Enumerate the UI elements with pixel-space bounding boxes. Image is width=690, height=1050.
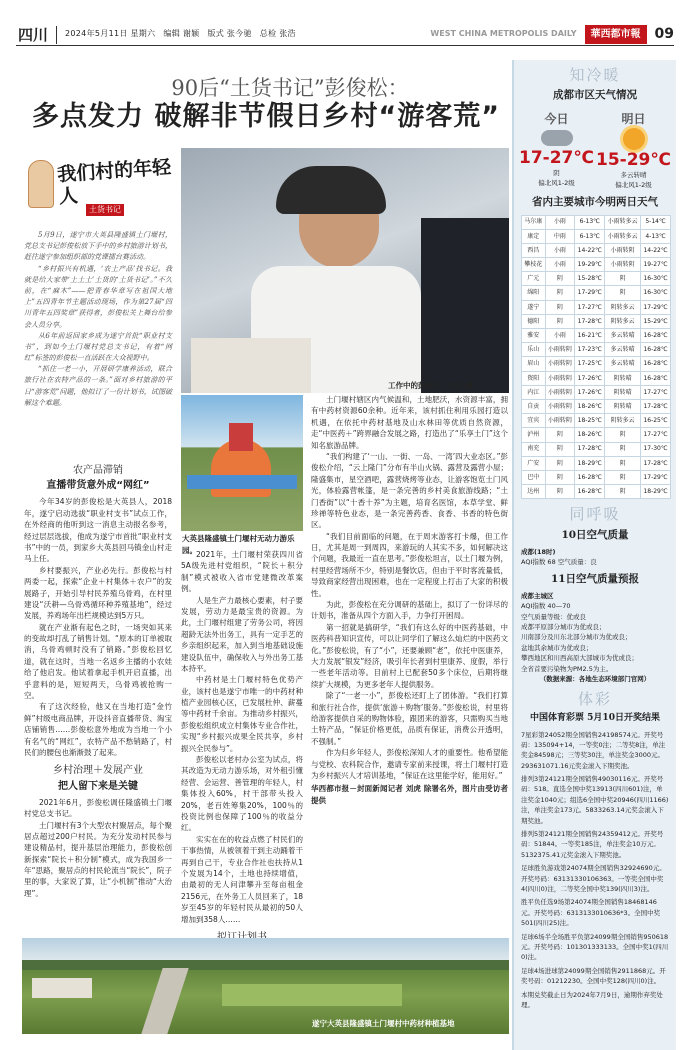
city-weather-cell-w1: 阴 — [545, 286, 575, 300]
body-column-3 — [311, 394, 508, 806]
city-weather-cell-w1: 小雨转阴 — [545, 399, 575, 413]
lead-paragraph: “乡村振兴有机遇，‘农土产品’找书记。我就是给大家带‘土土土’土货的‘土货书记’。”不久前，在“麻木”——把青春华章写在祖国大地上”五四青年节主题活动现场，作为第27届“四川青年五四奖章”获得者，彭俊松关上舞台给参会人员分享。 — [24, 264, 172, 329]
city-weather-table — [521, 215, 671, 500]
lottery-result: 足球4场进球第24099期全国销售2911868元。开奖号码：01212230。全国中奖128(四川0)注。 — [521, 966, 666, 986]
city-weather-cell-t2: 18-29℃ — [641, 485, 671, 499]
tomorrow-label: 明日 — [621, 111, 646, 126]
forecast-lines — [521, 622, 669, 674]
city-weather-cell-w2: 阴 — [605, 442, 641, 456]
section-name: 四川 — [16, 26, 57, 44]
city-weather-row — [522, 414, 671, 428]
city-weather-cell-w1: 小雨转阴 — [545, 414, 575, 428]
city-weather-cell-w1: 小雨 — [545, 329, 575, 343]
city-weather-cell-city: 内江 — [522, 385, 546, 399]
city-weather-cell-t1: 16-28℃ — [575, 470, 605, 484]
body-column-2 — [181, 549, 303, 978]
tomorrow-wind: 偏北风1-2级 — [615, 181, 652, 190]
city-weather-cell-t2: 5-14℃ — [641, 215, 671, 229]
lottery-title: 中国体育彩票 5月10日开奖结果 — [530, 712, 660, 723]
body-paragraph: 中药材是土门堰村特色优势产业，该村也是遂宁市唯一的中药材种植产业园核心区，已发展杜仲、薪蔓等中药材千余亩。为推动乡村振兴，彭俊松组织成立村集体专业合作社，实现“乡村振兴成果全民共享，乡村振兴全民参与”。 — [181, 675, 303, 753]
city-weather-row — [522, 399, 671, 413]
city-weather-cell-t1: 19-29℃ — [575, 258, 605, 272]
city-weather-cell-t1: 16-28℃ — [575, 485, 605, 499]
city-weather-cell-city: 康定 — [522, 229, 546, 243]
city-weather-cell-t2: 17-28℃ — [641, 399, 671, 413]
lottery-results — [514, 730, 676, 1011]
forecast-line: 全省首要污染物为PM2.5为主。 — [521, 664, 613, 673]
city-weather-cell-w2: 阴 — [605, 470, 641, 484]
main-area-aqi: AQI指数 40—70 — [521, 602, 571, 611]
city-weather-cell-w2: 小雨转阴 — [605, 258, 641, 272]
city-weather-cell-w1: 阴 — [545, 470, 575, 484]
city-weather-cell-w2: 阴 — [605, 272, 641, 286]
city-weather-cell-w2: 多云转晴 — [605, 329, 641, 343]
city-weather-cell-city: 宜宾 — [522, 414, 546, 428]
city-weather-row — [522, 470, 671, 484]
city-weather-cell-city: 雅安 — [522, 329, 546, 343]
subhead-2-line-2: 把人留下来是关键 — [58, 780, 138, 792]
subhead-1 — [24, 463, 172, 493]
lottery-section-head: 体彩 — [577, 690, 612, 709]
city-weather-cell-w1: 中雨 — [545, 229, 575, 243]
city-weather-cell-t1: 17-29℃ — [575, 286, 605, 300]
city-weather-cell-w2: 阴 — [605, 286, 641, 300]
city-weather-cell-w1: 小雨 — [545, 215, 575, 229]
weather-forecast — [518, 110, 672, 191]
main-area-quality: 空气质量等级：优或良 — [521, 612, 586, 621]
lottery-result: 胜平负任选9场第24074期全国销售18468146元。开奖号码：6313133010636*3。全国中奖501(四川25)注。 — [521, 898, 661, 928]
city-weather-cell-t1: 17-23℃ — [575, 343, 605, 357]
lead-paragraph: 5月9日，遂宁市大英县隆盛镇土门堰村，党总支书记彭俊松放下手中的乡村旅游计划书，赶往遂宁参加组织部的党课擂台赛活动。 — [24, 231, 172, 262]
city-weather-cell-t1: 18-26℃ — [575, 428, 605, 442]
body-paragraph: 为此，彭俊松在充分调研的基础上，拟订了一份详尽的计划书，准备从四个方面入手，力争打开困局。 — [311, 600, 508, 621]
city-weather-cell-t2: 16-28℃ — [641, 357, 671, 371]
city-weather-cell-city: 马尔康 — [522, 215, 546, 229]
city-weather-cell-w2: 多云转晴 — [605, 357, 641, 371]
forecast-line: 川南部分及川东北部分城市为优或良； — [521, 633, 632, 642]
city-weather-cell-city: 遂宁 — [522, 300, 546, 314]
city-weather-cell-w1: 阴 — [545, 428, 575, 442]
article-headline: 多点发力 破解非节假日乡村“游客荒” — [32, 101, 500, 132]
city-weather-row — [522, 485, 671, 499]
city-weather-cell-w1: 阴 — [545, 485, 575, 499]
city-weather-cell-t2: 16-28℃ — [641, 343, 671, 357]
body-paragraph: 除了“一老一小”，彭俊松还盯上了团体游。“我们打算和旅行社合作，提供‘旅游＋购物’服务。”彭俊松说，村里将给游客提供自采的购物体验，跟团来的游客，只需购买当地土特产品，“保证价格更低，品质有保证，消费公开透明，不强制。” — [311, 691, 508, 746]
forecast-source: （数据来源：各地生态环境部门官网） — [539, 674, 651, 683]
forecast-line: 成都平原部分城市为优或良； — [521, 622, 606, 631]
city-weather-row — [522, 300, 671, 314]
city-weather-cell-w1: 阴 — [545, 456, 575, 470]
city-weather-cell-t1: 17-26℃ — [575, 371, 605, 385]
city-weather-cell-t1: 16-21℃ — [575, 329, 605, 343]
city-weather-cell-w1: 小雨 — [545, 258, 575, 272]
city-weather-cell-t2: 17-27℃ — [641, 428, 671, 442]
subhead-1-line-2: 直播带货意外成“网红” — [46, 480, 150, 492]
city-weather-cell-city: 达州 — [522, 485, 546, 499]
column-logo — [24, 152, 174, 224]
city-weather-cell-t1: 18-26℃ — [575, 399, 605, 413]
checker-credit: 总检 张浩 — [259, 29, 296, 39]
city-weather-cell-t1: 18-25℃ — [575, 414, 605, 428]
city-weather-cell-t1: 17-25℃ — [575, 357, 605, 371]
city-weather-cell-w1: 阴 — [545, 300, 575, 314]
city-weather-cell-t2: 17-29℃ — [641, 470, 671, 484]
city-weather-row — [522, 286, 671, 300]
body-paragraph: “我们目前面临的问题，在于周末游客打卡爆，但工作日，尤其是周一到周四，来游玩的人其实不多，如何解决这个问题，我最近一直在思考。”彭俊松坦言，以土门堰为例，村里经营场所不少，特别是餐饮店，但由于平时客流量低，导致商家经营出现困难，也在一定程度上打击了大家的积极性。 — [311, 531, 508, 598]
city-weather-row — [522, 357, 671, 371]
city-weather-cell-w2: 多云转晴 — [605, 343, 641, 357]
body-paragraph: 第一招就是搞研学，“我们有这么好的中医药基础，中医药科普知识宣传，可以让同学们了解这么灿烂的中医药文化。”彭俊松说，有了“小”，还要兼顾“老”，依托中医康养，大力发展“银发”经济，吸引年长者到村里康养、度假，举行一些老年活动等。目前村上已配套50多个床位，后期将继续扩大规模，为更多老年人提供服务。 — [311, 622, 508, 689]
city-weather-cell-w2: 小雨转多云 — [605, 229, 641, 243]
city-weather-cell-w2: 阴转多云 — [605, 300, 641, 314]
city-weather-cell-t1: 15-28℃ — [575, 272, 605, 286]
city-weather-cell-t1: 14-22℃ — [575, 243, 605, 257]
city-weather-row — [522, 314, 671, 328]
paper-logo: 華西都市報 — [585, 25, 647, 45]
column-tag: 土货书记 — [86, 204, 124, 216]
air-section-head: 同呼吸 — [569, 505, 621, 524]
column-logo-text: 我们村的年轻人 — [56, 156, 172, 208]
tomorrow-temp: 15-29℃ — [596, 150, 671, 171]
today-desc: 阴 — [553, 169, 560, 178]
city-weather-cell-t2: 16-30℃ — [641, 272, 671, 286]
today-wind: 偏北风1-2级 — [538, 179, 575, 188]
body-paragraph: 2021年，土门堰村荣获四川省5A级先进村党组织，“院长＋积分制”模式被收入省市党建微改革案例。 — [181, 550, 303, 594]
page-header — [16, 24, 674, 46]
body-paragraph: 实实在在的收益点燃了村民们的干事热情，从被领着干到主动踊着干再到自己干，专业合作社也扶持从1个发展为14个，土地也持续增值，由最初的无人问津攀升至每亩租金2156元，在外务工人员回来了，18岁至45岁的年轻村民从最初的50人增加到358人…… — [181, 834, 303, 924]
city-weather-cell-t2: 17-27℃ — [641, 385, 671, 399]
city-weather-cell-city: 泸州 — [522, 428, 546, 442]
city-weather-row — [522, 456, 671, 470]
tomorrow-weather — [596, 110, 671, 191]
today-temp: 17-27℃ — [519, 148, 594, 169]
city-weather-row — [522, 371, 671, 385]
today-label: 今日 — [544, 111, 569, 126]
city-weather-cell-t2: 16-25℃ — [641, 414, 671, 428]
forecast-line: 盆地其余城市为优或良； — [521, 643, 593, 652]
air-forecast-title: 11日空气质量预报 — [550, 572, 640, 585]
article-kicker: 90后“土货书记”彭俊松： — [171, 76, 409, 100]
body-paragraph: 彭俊松以老村办公室为试点，将其改造为无动力游乐场，对外租引懂经营、会运营、善管理的年轻人，村集体投入60%，村干部带头投入20%，老百姓筹集20%，100％的投资比例也保障了100％的收益分红。 — [181, 755, 303, 833]
city-weather-cell-w1: 阴 — [545, 442, 575, 456]
photo-caption-2: 大英县隆盛镇土门堰村无动力游乐园。 — [182, 534, 295, 555]
city-weather-cell-city: 西昌 — [522, 243, 546, 257]
subhead-1-line-1: 农产品滞销 — [73, 465, 123, 476]
tomorrow-desc: 多云转晴 — [620, 171, 647, 180]
city-weather-cell-city: 眉山 — [522, 357, 546, 371]
city-weather-row — [522, 272, 671, 286]
cartoon-figure-icon — [28, 160, 54, 208]
city-weather-cell-w2: 阴 — [605, 456, 641, 470]
city-weather-row — [522, 385, 671, 399]
forecast-line: 攀西地区和川西高原大部城市为优或良； — [521, 654, 638, 663]
lottery-result: 足球胜负游戏第24074期全国销售32924690元。开奖号码：63131330106363。一等奖全国中奖4(四川0)注，二等奖全国中奖139(四川3)注。 — [521, 864, 666, 893]
page-number: 09 — [654, 25, 674, 42]
city-weather-cell-w2: 阴转晴 — [605, 399, 641, 413]
city-weather-cell-city: 广元 — [522, 272, 546, 286]
subhead-2 — [24, 763, 172, 793]
city-weather-cell-city: 巴中 — [522, 470, 546, 484]
photo-caption-3: 遂宁大英县隆盛镇土门堰村中药材种植基地 — [312, 1019, 455, 1028]
city-weather-cell-w1: 小雨转阴 — [545, 371, 575, 385]
issue-date: 2024年5月11日 星期六 — [65, 29, 156, 39]
main-area-label: 成都主城区 — [521, 591, 554, 600]
city-weather-cell-t1: 6-13℃ — [575, 215, 605, 229]
photo-peng-working — [181, 148, 509, 393]
air-forecast — [514, 591, 676, 685]
city-weather-cell-city: 南充 — [522, 442, 546, 456]
city-weather-row — [522, 243, 671, 257]
city-weather-cell-t1: 17-26℃ — [575, 385, 605, 399]
air-today — [514, 547, 676, 568]
photo-caption-1: 工作中的彭俊松。刘虎 摄 — [388, 381, 474, 390]
city-weather-row — [522, 215, 671, 229]
lottery-result: 足球6场半全场胜平负第24099期全国销售950618元。开奖号码：101301333133。全国中奖1(四川0)注。 — [521, 932, 669, 962]
lottery-result: 7星彩第24052期全国销售24198574元。开奖号码：135094+14，一等奖0注；二等奖8注，单注奖金84598元；三等奖30注，单注奖金3000元。293631071.16元奖金滚入下期奖池。 — [521, 730, 666, 770]
air-title: 10日空气质量 — [561, 528, 629, 541]
city-weather-cell-w2: 小雨转多云 — [605, 215, 641, 229]
info-sidebar — [512, 60, 676, 1050]
body-paragraph: 有了这次经验，他又在当地打造“金竹鲜”村级电商品牌，开设抖音直播带货、淘宝店铺销售……彭俊松意外地成为当地一个小有名气的“网红”，农特产品不愁销路了，村民们的腰包也渐渐鼓了起来。 — [24, 702, 172, 757]
city-weather-row — [522, 428, 671, 442]
chengdu-label: 成都(18时) — [521, 547, 556, 556]
city-weather-cell-w2: 小雨转阴 — [605, 243, 641, 257]
city-weather-cell-t1: 6-13℃ — [575, 229, 605, 243]
weather-title: 成都市区天气情况 — [553, 89, 637, 102]
lottery-result: 排列5第24121期全国销售24359412元。开奖号码：51844。一等奖185注，单注奖金10万元。5132375.41元奖金滚入下期奖池。 — [521, 830, 664, 859]
city-weather-cell-city: 德阳 — [522, 314, 546, 328]
city-weather-cell-city: 乐山 — [522, 343, 546, 357]
article-byline: 华西都市报－封面新闻记者 刘虎 除署名外，图片由受访者提供 — [311, 784, 508, 805]
city-weather-row — [522, 329, 671, 343]
body-paragraph: 2021年6月，彭俊松调任隆盛镇土门堰村党总支书记。 — [24, 797, 172, 819]
city-weather-cell-t1: 17-28℃ — [575, 442, 605, 456]
city-weather-cell-t2: 17-29℃ — [641, 300, 671, 314]
city-weather-cell-t2: 4-13℃ — [641, 229, 671, 243]
body-paragraph: 土门堰村辖区内气候温和，土地肥沃，水资源丰富，拥有中药材资源60余种。近年来，该村抓住利用乐园打造以机遇，在依托中药材基地及山水林田等优质自然资源，走“中医药＋”跨界融合发展之路，打造出了“乐享土门”这个知名旅游品牌。 — [311, 395, 508, 450]
city-weather-cell-t1: 18-29℃ — [575, 456, 605, 470]
city-weather-cell-w1: 小雨转阴 — [545, 357, 575, 371]
city-weather-cell-t1: 17-27℃ — [575, 300, 605, 314]
chengdu-aqi: AQI指数 68 空气质量：良 — [521, 558, 597, 567]
city-weather-row — [522, 343, 671, 357]
city-weather-cell-city: 攀枝花 — [522, 258, 546, 272]
cities-title: 省内主要城市今明两日天气 — [532, 196, 658, 209]
city-weather-cell-city: 资阳 — [522, 371, 546, 385]
lead-paragraph: “抓住一老一小，开展研学康养活动，联合旅行社在农特产品的一条。”面对乡村旅游的平日“游客荒”问题，他拟订了一份计划书，试图破解这个难题。 — [24, 365, 172, 407]
lead-column — [24, 230, 172, 409]
city-weather-cell-w2: 阴转多云 — [605, 314, 641, 328]
city-weather-cell-w2: 阴转晴 — [605, 385, 641, 399]
city-weather-cell-city: 绵阳 — [522, 286, 546, 300]
sun-icon — [623, 128, 645, 150]
city-weather-cell-t2: 15-29℃ — [641, 314, 671, 328]
cloudy-icon — [541, 130, 573, 146]
subhead-2-line-1: 乡村治理＋发展产业 — [53, 765, 143, 777]
city-weather-cell-w1: 小雨 — [545, 243, 575, 257]
lottery-result: 本期兑奖截止日为2024年7月9日，逾期作弃奖处理。 — [521, 990, 663, 1009]
body-paragraph: 作为归乡年轻人，彭俊松深知人才的重要性。他希望能与党校、农科院合作，邀请专家前来授课，将土门堰村打造为乡村振兴人才培训基地，“保证在这里能学好，能用好。” — [311, 748, 508, 780]
city-weather-cell-w2: 阴 — [605, 428, 641, 442]
weather-section-head: 知冷暖 — [569, 66, 621, 84]
city-weather-cell-t2: 16-28℃ — [641, 371, 671, 385]
city-weather-cell-w2: 阴转晴 — [605, 371, 641, 385]
city-weather-cell-w2: 阴 — [605, 485, 641, 499]
city-weather-cell-t2: 14-22℃ — [641, 243, 671, 257]
photo-playground — [181, 395, 303, 531]
city-weather-cell-w1: 小雨转阴 — [545, 385, 575, 399]
body-paragraph: “我们构建了‘一山、一街、一岛、一湾’四大业态区。”彭俊松介绍，“云上隆门”分布有半山火锅、露营及露营小屋；隆盛集市，星空酒吧，露营烧烤等业态，让游客饱览土门风光，体验露营帐篷，是一条完善的乡村美食旅游线路；“土门香街”以“十香十养”为主题，培育名医馆，本草学堂、鲜珍禅等特色业态，是一条完善药香、食香、书香的特色街区。 — [311, 451, 508, 530]
paper-english-name: WEST CHINA METROPOLIS DAILY — [430, 29, 577, 39]
body-paragraph: 土门堰村有3个大型农村聚居点，每个聚居点超过200户村民。为充分发动村民参与建设精品村，提升基层治理能力，彭俊松创新探索“院长＋积分制”模式，成为我国乡一年“思路，聚居点的村民轮流当“院长”，院子里的事，大家说了算，让“小机制”推动“大治理”。 — [24, 820, 172, 898]
city-weather-row — [522, 442, 671, 456]
city-weather-row — [522, 229, 671, 243]
today-weather — [519, 110, 594, 191]
city-weather-row — [522, 258, 671, 272]
city-weather-cell-city: 自贡 — [522, 399, 546, 413]
city-weather-cell-w1: 阴 — [545, 314, 575, 328]
body-paragraph: 就在产业渐有起色之时，一场突如其来的变故却打乱了销售计划。“原本的订单被取消，乌骨鸡顿时没有了销路。”彭俊松回忆道，就在这时，当地一名返乡主播的小农娃给了他启发。他试着拿起手机开启直播，出乎意料的是，短短两天，乌骨鸡被抢购一空。 — [24, 622, 172, 701]
city-weather-cell-t2: 19-27℃ — [641, 258, 671, 272]
city-weather-cell-w2: 阴转多云 — [605, 414, 641, 428]
lottery-result: 排列3第24121期全国销售49030116元。开奖号码：518。直选全国中奖13913(四川601)注，单注奖金1040元；组选6全国中奖20946(四川1166)注，单注奖金173元。5833263.14元奖金滚入下期奖池。 — [521, 775, 669, 825]
body-paragraph: 人是生产力最核心要素，村子要发展，劳动力是最宝贵的资源。为此，土门堰村组建了劳务公司，将因超龄无法外出务工，具有一定手艺的乡亲组织起来，加入到当地基础设施建设队伍中，确保收入与外出务工基本持平。 — [181, 595, 303, 673]
city-weather-cell-w1: 阴 — [545, 272, 575, 286]
city-weather-cell-city: 广安 — [522, 456, 546, 470]
lead-paragraph: 从6年前返回家乡成为遂宁首批“职业村支书”，到如今土门堰村党总支书记，有着“网红”标签的彭俊松一直活跃在大众视野中。 — [24, 331, 172, 363]
city-weather-cell-t2: 17-30℃ — [641, 442, 671, 456]
city-weather-cell-t1: 17-28℃ — [575, 314, 605, 328]
city-weather-cell-t2: 16-30℃ — [641, 286, 671, 300]
body-paragraph: 乡村要振兴，产业必先行。彭俊松与村两委一起，探索“企业＋村集体＋农户”的发展路子，开始引导村民养殖乌骨鸡，在村里建设“沃耕—乌骨鸡循环种养殖基地”，经过发展，养鸡场年出栏规模达到5万只。 — [24, 565, 172, 621]
editor-credit: 编辑 谢颖 — [163, 29, 200, 39]
body-column-1 — [24, 458, 172, 899]
city-weather-cell-t2: 16-28℃ — [641, 329, 671, 343]
body-paragraph: 今年34岁的彭俊松是大英县人，2018年，遂宁启动选拔“职业村支书”试点工作，在外经商的他听到这一消息主动报名参考，经过层层选拔，他成为遂宁市首批“职业村支书”中的一员，到家乡大英县回马镇金山村走马上任。 — [24, 497, 172, 564]
city-weather-cell-t2: 17-28℃ — [641, 456, 671, 470]
layout-credit: 版式 张今驰 — [207, 29, 252, 39]
city-weather-cell-w1: 小雨转阴 — [545, 343, 575, 357]
